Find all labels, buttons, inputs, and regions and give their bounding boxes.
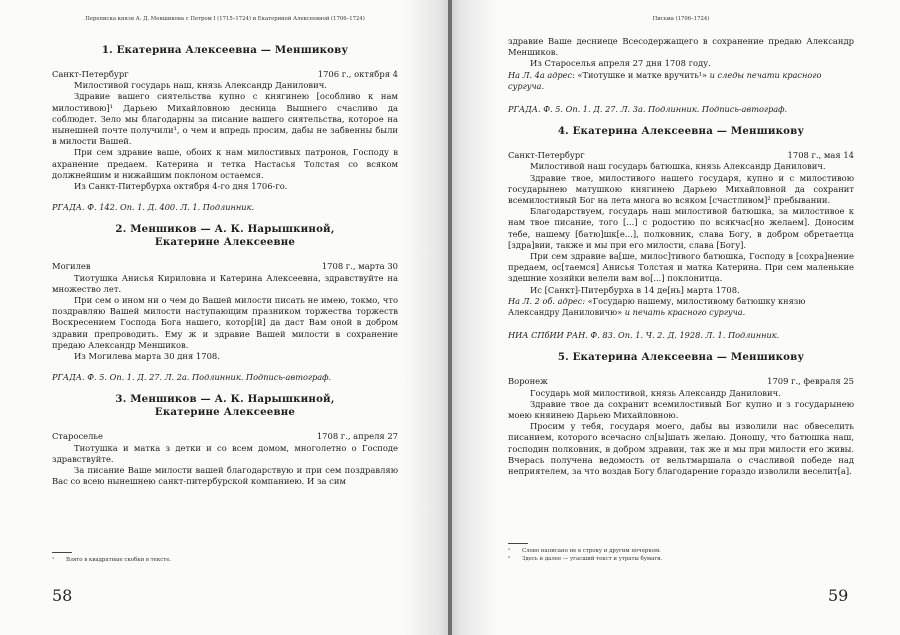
note-quote: «Государю нашему, милостивому батюшку князю Александру Даниловичю» <box>508 295 806 318</box>
letter-paragraph: Здравие твое да сохранит всемилостивый Бог купно и з государынею моею княинею Дарьею Михайловною. <box>508 398 854 421</box>
footnote-text: Здесь и далее — угасший текст и утраты бумаги. <box>522 556 663 562</box>
letter-paragraph: Из Санкт-Питербурха октября 4-го дня 1706-го. <box>74 181 288 192</box>
footnote <box>508 547 854 563</box>
letter-paragraph: здравие Ваше десниеце Всесодержащего в сохранение предаю Александр Меншиков. <box>508 36 854 58</box>
letter-paragraph: При сем здравие ваше, обоих к нам милостивых патронов, Господу в ахранение предаем. Катерина и тетка Настасья Толстая со всяком должнейшим и нижайшим поклоном остаемся. <box>52 147 398 180</box>
running-head: Письма (1706–1724) <box>652 16 710 22</box>
note-label: На Л. 2 об. адрес: <box>508 295 588 306</box>
footnote-text: Слово написано не в строку и другим почерком. <box>522 548 661 554</box>
letter-paragraph: Ис [Санкт]-Питербурха в 14 де[нь] марта 1708. <box>530 284 740 295</box>
letter-title: 4. Екатерина Алексеевна — Меншикову <box>557 125 805 138</box>
letter-place: Староселье <box>52 431 103 442</box>
letter-title <box>52 393 398 419</box>
footnote-line <box>508 555 854 563</box>
letter-title-line: 2. Меншиков — А. К. Нарышкиной, <box>115 223 335 236</box>
left-page <box>0 0 448 635</box>
letter-title <box>52 223 398 249</box>
letter-title-line: Екатерине Алексеевне <box>154 236 296 249</box>
footnote-line <box>508 547 854 555</box>
letter-place-date <box>52 69 398 80</box>
letter-paragraph: При сем здравие ва[ше, милос]тивого батюшка, Господу в [сохра]нение предаем, ос[таемся] Анисья Толстая и матка Катерина. При сем маленькие здешние хозяйки велели вам во[...] поклонитца. <box>508 251 854 284</box>
letter-place-date <box>508 150 854 161</box>
letter-title-line: Екатерине Алексеевне <box>154 406 296 419</box>
letter-paragraph: За писание Ваше милости вашей благодарствую и при сем поздравляю Вас со всею нынешнею санкт-питербурской компаниею. И за сим <box>52 465 398 487</box>
page-number: 59 <box>828 586 849 605</box>
archive-reference: РГАДА. Ф. 5. Оп. 1. Д. 27. Л. 3а. Подлинник. Подпись-автограф. <box>508 104 788 115</box>
letter-title: 5. Екатерина Алексеевна — Меншикову <box>557 351 805 364</box>
letter-place: Воронеж <box>508 376 548 387</box>
right-page <box>452 0 900 635</box>
letter-paragraph: Здравие твое, милостивого нашего государя, купно и с милостивою государынею матушкою княгинею Дарьею Михайловной да сохранит всемилостивый Бог на лета многа во всяком [счастливом]² пребывании. <box>508 172 854 206</box>
letter-title-line: 3. Меншиков — А. К. Нарышкиной, <box>115 393 335 406</box>
letter-place-date <box>508 376 854 387</box>
letter-date: 1706 г., октября 4 <box>317 69 398 79</box>
letter-paragraph: Благодарствуем, государь наш милостивой батюшка, за милостивое к нам твое писание, того [...] с родостию по всякчас[но желаем]. Доносим тебе, нашему [батю]шк[е...], полковник, слава Богу, в добром обретаетца [здра]вии, также и мы при его милости, слава [Богу]. <box>508 206 854 250</box>
note-label: На Л. 4а адрес: <box>508 69 578 80</box>
note-quote: «Тиотушке и матке вручить¹» <box>577 69 708 80</box>
letter-paragraph: Из Староселья апреля 27 дня 1708 году. <box>530 58 711 69</box>
letter-place-date <box>52 431 398 442</box>
footnote-number: ¹ <box>52 557 55 563</box>
note-rest: и печать красного сургуча. <box>622 307 746 318</box>
letter-paragraph: Государь мой милостивой, князь Александр Данилович. <box>530 387 781 398</box>
archive-reference: РГАДА. Ф. 142. Оп. 1. Д. 400. Л. 1. Подлинник. <box>52 202 255 213</box>
letter-place: Санкт-Петербург <box>52 69 129 79</box>
address-note <box>508 296 854 318</box>
running-head: Переписка князя А. Д. Меншикова с Петром I (1715–1724) и Екатериной Алексеевной (1706–1724) <box>85 16 365 22</box>
address-note <box>508 70 854 92</box>
letter-title: 1. Екатерина Алексеевна — Меншикову <box>101 44 349 56</box>
letter-date: 1709 г., февраля 25 <box>767 376 854 387</box>
letter-paragraph: Здравие вашего сиятельства купно с княгинею [особливо к нам милостивою]¹ Дарьею Михайловною десница Вышнего счасливо да соблюдет. Зело мы благодарны за писание вашего сиятельства, которое на нынешней почте получили¹, о чем и впредь просим, дабы не забвенны были в милости Вашей. <box>52 91 398 147</box>
archive-reference: НИА СПбИИ РАН. Ф. 83. Оп. 1. Ч. 2. Д. 1928. Л. 1. Подлинник. <box>508 330 780 341</box>
letter-place-date <box>52 261 398 272</box>
letter-date: 1708 г., мая 14 <box>787 150 854 161</box>
footnote-rule <box>52 552 72 553</box>
archive-reference: РГАДА. Ф. 5. Оп. 1. Д. 27. Л. 2а. Подлинник. Подпись-автограф. <box>52 372 332 383</box>
letter-place: Могилев <box>52 261 91 272</box>
footnote <box>52 556 398 564</box>
letter-paragraph: Милостивой наш государь батюшка, князь Александр Данилович. <box>530 161 826 172</box>
letter-paragraph: Из Могилева марта 30 дня 1708. <box>74 351 220 362</box>
footnote-number: ² <box>508 556 511 562</box>
letter-paragraph: При сем о ином ни о чем до Вашей милости писать не имею, токмо, что поздравляю Вашей милости наступающим празником торжества торжеств Воскресением Господа Бога нашего, котор[ій] да даст Вам оной в добром здравии препроводить. Ему ж и здравие Вашей милости в сохранение предаю Александр Меншиков. <box>52 295 398 350</box>
letter-date: 1708 г., апреля 27 <box>316 431 398 442</box>
letter-paragraph: Тиотушка и матка з детки и со всем домом, многолетно о Господе здравствуйте. <box>52 442 398 464</box>
footnote-rule <box>508 543 528 544</box>
footnote-number: ¹ <box>508 548 511 554</box>
note-rest: и следы печати красного сургуча. <box>508 69 822 91</box>
letter-paragraph: Тиотушка Анисья Кириловна и Катерина Алексеевна, здравствуйте на множество лет. <box>52 272 398 294</box>
letter-date: 1708 г., марта 30 <box>321 261 398 272</box>
letter-place: Санкт-Петербург <box>508 150 585 161</box>
footnote-text: Взято в квадратные скобки в тексте. <box>66 557 172 563</box>
page-number: 58 <box>52 586 73 605</box>
letter-paragraph: Просим у тебя, государя моего, дабы вы изволили нас обвеселить писанием, которого всечасно сл[ы]шать желаю. Доношу, что батюшка наш, господин полковник, в добром здравии, так же и мы при милости его живы. Вчерась получена ведомость от вельтмаршала о счасливой победе над неприятелем, за что воздав Богу благодарение гораздо изволили веселит[а]. <box>508 421 854 477</box>
letter-paragraph: Милостивой государь наш, князь Александр Данилович. <box>74 80 327 91</box>
